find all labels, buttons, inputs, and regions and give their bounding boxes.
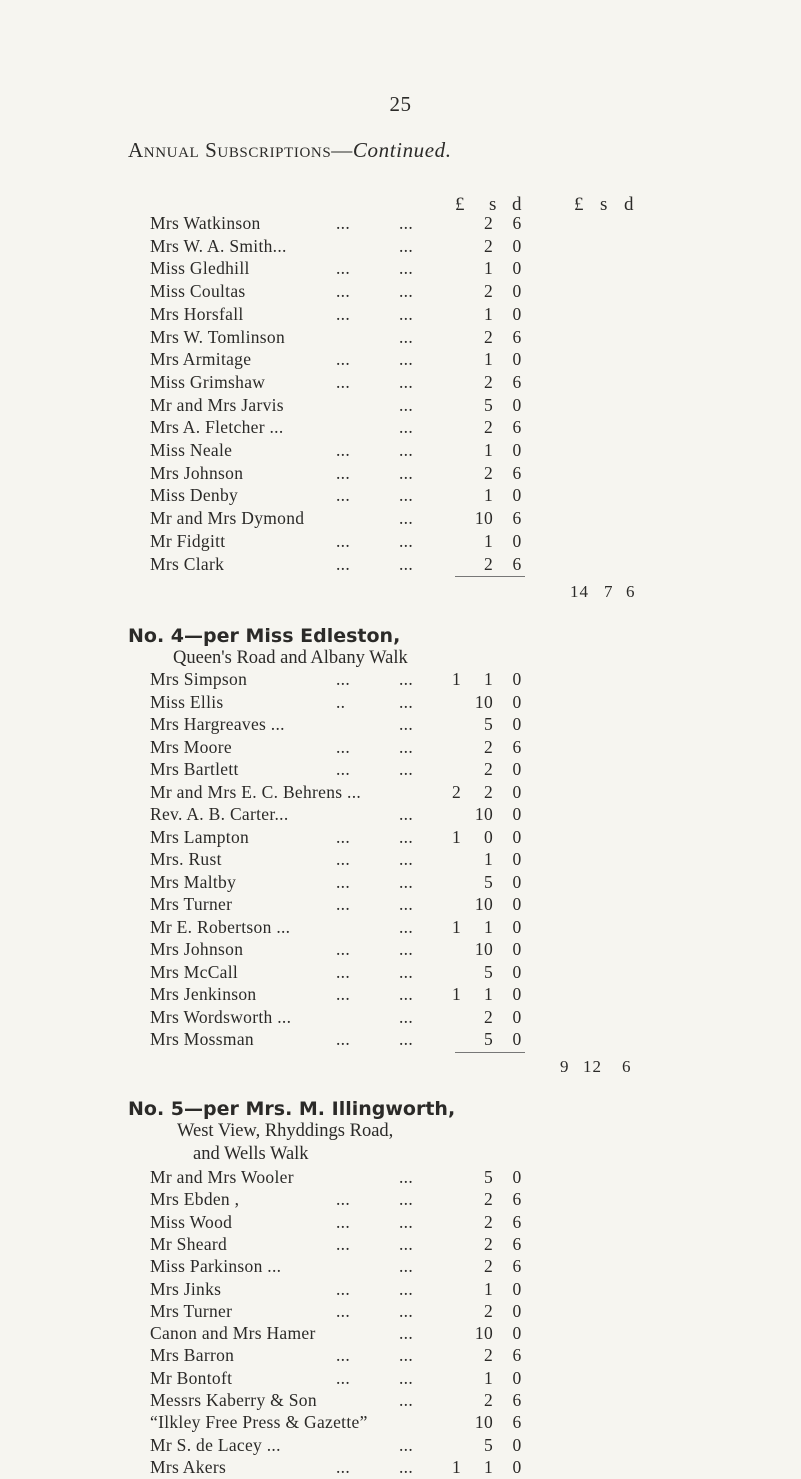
leader-dots: ... xyxy=(399,894,414,914)
amount-pence: 0 xyxy=(512,849,522,869)
amount-pence: 6 xyxy=(512,1189,522,1210)
leader-dots: ... xyxy=(336,871,351,892)
amount-pence: 0 xyxy=(512,894,522,914)
list-item xyxy=(0,827,801,849)
amount-shillings: 2 xyxy=(483,553,493,574)
amount-pence: 0 xyxy=(512,1167,522,1187)
amount-shillings: 10 xyxy=(474,804,493,824)
section2-total-pounds: 9 xyxy=(560,1057,570,1076)
leader-dots: ... xyxy=(336,939,351,959)
list-item xyxy=(0,1167,801,1189)
amount-shillings: 2 xyxy=(483,235,493,256)
list-item xyxy=(0,349,801,371)
subscriber-name: Miss Gledhill xyxy=(150,258,250,279)
amount-pence: 6 xyxy=(512,371,522,392)
subscriber-name: Mr and Mrs Dymond xyxy=(150,508,305,529)
amount-pence: 6 xyxy=(512,213,522,233)
subscriber-name: Mr S. de Lacey ... xyxy=(150,1434,281,1455)
leader-dots: ... xyxy=(399,1233,414,1254)
amount-shillings: 2 xyxy=(483,213,493,233)
list-item xyxy=(0,463,801,485)
amount-shillings: 2 xyxy=(483,1006,493,1027)
list-item xyxy=(0,417,801,439)
list-item xyxy=(0,508,801,530)
leader-dots: ... xyxy=(336,1300,351,1321)
leader-dots: ... xyxy=(399,485,414,506)
list-item xyxy=(0,1007,801,1029)
section2-sum-rule xyxy=(455,1052,525,1053)
subscriber-name: Mrs Moore xyxy=(150,736,232,757)
leader-dots: ... xyxy=(336,485,351,506)
list-item xyxy=(0,804,801,826)
leader-dots: ... xyxy=(399,1278,414,1299)
amount-shillings: 2 xyxy=(483,1233,493,1254)
list-item xyxy=(0,1212,801,1234)
subscriber-name: Mr Fidgitt xyxy=(150,530,226,551)
leader-dots: ... xyxy=(399,281,414,302)
leader-dots: ... xyxy=(399,258,414,279)
amount-pence: 0 xyxy=(512,691,522,712)
list-item xyxy=(0,1189,801,1211)
leader-dots: ... xyxy=(336,530,351,551)
leader-dots: ... xyxy=(399,349,414,370)
subscriber-name: Mrs Johnson xyxy=(150,939,244,959)
amount-pence: 0 xyxy=(512,1006,522,1027)
leader-dots: ... xyxy=(399,1390,414,1410)
subscriber-name: Mr Sheard xyxy=(150,1233,228,1254)
amount-pence: 6 xyxy=(512,1412,522,1433)
amount-pence: 0 xyxy=(512,984,522,1004)
section2-total-shillings: 12 xyxy=(583,1057,602,1076)
leader-dots: ... xyxy=(336,258,351,279)
subscriber-name: Mrs Turner xyxy=(150,894,233,914)
leader-dots: ... xyxy=(399,669,414,689)
leader-dots: ... xyxy=(399,1323,414,1344)
subscriber-name: Mrs Watkinson xyxy=(150,213,261,233)
amount-pence: 0 xyxy=(512,485,522,506)
list-item xyxy=(0,485,801,507)
leader-dots: ... xyxy=(336,736,351,757)
leader-dots: ... xyxy=(336,1029,351,1049)
amount-pence: 6 xyxy=(512,1345,522,1366)
col-header-inner-pounds: £ xyxy=(455,194,465,215)
section3-title: No. 5—per Mrs. M. Illingworth, xyxy=(128,1098,456,1120)
leader-dots: ... xyxy=(399,1456,414,1477)
leader-dots: ... xyxy=(336,894,351,914)
amount-shillings: 1 xyxy=(483,669,493,689)
subscriber-name: Mrs McCall xyxy=(150,961,239,982)
list-item xyxy=(0,1279,801,1301)
leader-dots: ... xyxy=(336,553,351,574)
leader-dots: ... xyxy=(336,1233,351,1254)
amount-shillings: 1 xyxy=(483,916,493,937)
amount-shillings: 1 xyxy=(483,303,493,324)
leader-dots: ... xyxy=(399,849,414,869)
amount-shillings: 0 xyxy=(483,826,493,847)
amount-pence: 0 xyxy=(512,530,522,551)
amount-pence: 0 xyxy=(512,1456,522,1477)
list-item xyxy=(0,962,801,984)
leader-dots: ... xyxy=(399,440,414,460)
amount-pence: 0 xyxy=(512,804,522,824)
leader-dots: ... xyxy=(399,530,414,551)
leader-dots: ... xyxy=(336,984,351,1004)
section1-sum-rule xyxy=(455,576,525,577)
list-item xyxy=(0,213,801,235)
amount-pence: 6 xyxy=(512,462,522,483)
leader-dots: ... xyxy=(399,1189,414,1210)
leader-dots: ... xyxy=(336,961,351,982)
subscriber-name: Mrs Armitage xyxy=(150,349,252,370)
amount-shillings: 2 xyxy=(483,736,493,757)
subscriber-name: Miss Grimshaw xyxy=(150,371,266,392)
amount-shillings: 5 xyxy=(483,1434,493,1455)
amount-pence: 0 xyxy=(512,669,522,689)
list-item xyxy=(0,759,801,781)
leader-dots: ... xyxy=(399,394,414,415)
leader-dots: ... xyxy=(336,440,351,460)
amount-shillings: 2 xyxy=(483,326,493,347)
amount-shillings: 2 xyxy=(483,417,493,438)
leader-dots: ... xyxy=(336,213,351,233)
list-item xyxy=(0,939,801,961)
amount-shillings: 5 xyxy=(483,961,493,982)
subscriber-name: Mrs A. Fletcher ... xyxy=(150,417,284,438)
subscriber-name: Miss Parkinson ... xyxy=(150,1256,282,1277)
amount-shillings: 1 xyxy=(483,1456,493,1477)
amount-pence: 0 xyxy=(512,1300,522,1321)
amount-pence: 0 xyxy=(512,1029,522,1049)
list-item xyxy=(0,1301,801,1323)
amount-pence: 0 xyxy=(512,1278,522,1299)
leader-dots: ... xyxy=(399,714,414,734)
list-item xyxy=(0,281,801,303)
subscriber-name: Mr and Mrs E. C. Behrens ... xyxy=(150,781,362,802)
subscriber-name: Mrs Mossman xyxy=(150,1029,254,1049)
subscriber-name: Mrs Bartlett xyxy=(150,759,239,779)
leader-dots: ... xyxy=(399,371,414,392)
amount-pence: 6 xyxy=(512,1233,522,1254)
list-item xyxy=(0,782,801,804)
leader-dots: ... xyxy=(399,1367,414,1388)
leader-dots: ... xyxy=(399,1300,414,1321)
subscriber-name: Mrs Turner xyxy=(150,1300,233,1321)
amount-pence: 0 xyxy=(512,1367,522,1388)
leader-dots: .. xyxy=(336,691,346,712)
leader-dots: ... xyxy=(336,303,351,324)
list-item xyxy=(0,692,801,714)
amount-shillings: 10 xyxy=(474,894,493,914)
amount-pounds: 1 xyxy=(451,916,461,937)
leader-dots: ... xyxy=(399,1211,414,1232)
subscriber-name: Mr and Mrs Jarvis xyxy=(150,394,284,415)
amount-pence: 0 xyxy=(512,235,522,256)
subscriber-name: Mr E. Robertson ... xyxy=(150,916,291,937)
amount-pence: 6 xyxy=(512,1256,522,1277)
amount-shillings: 10 xyxy=(474,1323,493,1344)
list-item xyxy=(0,1323,801,1345)
subscriber-name: Mrs Jinks xyxy=(150,1278,222,1299)
amount-shillings: 1 xyxy=(483,485,493,506)
amount-shillings: 1 xyxy=(483,440,493,460)
leader-dots: ... xyxy=(336,1278,351,1299)
leader-dots: ... xyxy=(399,326,414,347)
subscriber-name: Mr Bontoft xyxy=(150,1367,233,1388)
section-heading xyxy=(128,138,452,163)
amount-shillings: 2 xyxy=(483,462,493,483)
subscriber-name: Mrs W. Tomlinson xyxy=(150,326,286,347)
subscriber-name: Rev. A. B. Carter... xyxy=(150,804,289,824)
amount-pence: 0 xyxy=(512,826,522,847)
amount-pence: 0 xyxy=(512,1434,522,1455)
list-item xyxy=(0,531,801,553)
amount-pence: 0 xyxy=(512,303,522,324)
amount-shillings: 2 xyxy=(483,759,493,779)
amount-pence: 6 xyxy=(512,508,522,529)
subscriber-name: Mrs Wordsworth ... xyxy=(150,1006,292,1027)
leader-dots: ... xyxy=(336,669,351,689)
leader-dots: ... xyxy=(336,462,351,483)
list-item xyxy=(0,1234,801,1256)
subscriber-name: Mrs. Rust xyxy=(150,849,222,869)
amount-shillings: 2 xyxy=(483,1256,493,1277)
amount-shillings: 2 xyxy=(483,281,493,302)
col-header-inner-shillings: s xyxy=(489,194,497,215)
list-item xyxy=(0,372,801,394)
col-header-outer-pounds: £ xyxy=(574,194,584,215)
section2-total-pence: 6 xyxy=(622,1057,632,1076)
leader-dots: ... xyxy=(336,371,351,392)
leader-dots: ... xyxy=(399,736,414,757)
subscriber-name: Mrs Maltby xyxy=(150,871,237,892)
subscriber-name: Mrs Hargreaves ... xyxy=(150,714,285,734)
list-item xyxy=(0,737,801,759)
amount-shillings: 1 xyxy=(483,1278,493,1299)
list-item xyxy=(0,440,801,462)
page-number: 25 xyxy=(389,92,412,116)
amount-shillings: 2 xyxy=(483,1300,493,1321)
leader-dots: ... xyxy=(336,826,351,847)
amount-shillings: 1 xyxy=(483,258,493,279)
leader-dots: ... xyxy=(399,961,414,982)
leader-dots: ... xyxy=(336,1345,351,1366)
list-item xyxy=(0,669,801,691)
amount-shillings: 10 xyxy=(474,1412,493,1433)
amount-shillings: 2 xyxy=(483,1345,493,1366)
section1-total-pounds: 14 xyxy=(570,582,589,601)
list-item xyxy=(0,1368,801,1390)
list-item xyxy=(0,304,801,326)
section1-total-shillings: 7 xyxy=(604,582,614,601)
list-item xyxy=(0,872,801,894)
subscriber-name: Messrs Kaberry & Son xyxy=(150,1390,317,1410)
leader-dots: ... xyxy=(399,984,414,1004)
list-item xyxy=(0,984,801,1006)
list-item xyxy=(0,1457,801,1479)
leader-dots: ... xyxy=(399,804,414,824)
amount-pence: 0 xyxy=(512,759,522,779)
amount-pounds: 1 xyxy=(451,1456,461,1477)
subscriber-name: Miss Denby xyxy=(150,485,239,506)
list-item xyxy=(0,236,801,258)
list-item xyxy=(0,917,801,939)
amount-shillings: 5 xyxy=(483,714,493,734)
leader-dots: ... xyxy=(399,1029,414,1049)
leader-dots: ... xyxy=(399,1434,414,1455)
list-item xyxy=(0,714,801,736)
leader-dots: ... xyxy=(399,417,414,438)
amount-pence: 0 xyxy=(512,394,522,415)
amount-pence: 0 xyxy=(512,714,522,734)
section2-subtitle: Queen's Road and Albany Walk xyxy=(173,648,408,668)
section1-total-pence: 6 xyxy=(626,582,636,601)
subscriber-name: Mrs Simpson xyxy=(150,669,248,689)
list-item xyxy=(0,1412,801,1434)
leader-dots: ... xyxy=(399,553,414,574)
subscriber-name: Mrs Akers xyxy=(150,1456,227,1477)
amount-shillings: 1 xyxy=(483,849,493,869)
amount-shillings: 2 xyxy=(483,1390,493,1410)
leader-dots: ... xyxy=(399,759,414,779)
list-item xyxy=(0,554,801,576)
amount-shillings: 2 xyxy=(483,371,493,392)
leader-dots: ... xyxy=(399,1345,414,1366)
amount-pounds: 1 xyxy=(451,669,461,689)
leader-dots: ... xyxy=(399,1256,414,1277)
amount-pence: 0 xyxy=(512,440,522,460)
amount-pence: 6 xyxy=(512,1390,522,1410)
leader-dots: ... xyxy=(336,1211,351,1232)
leader-dots: ... xyxy=(399,213,414,233)
leader-dots: ... xyxy=(399,939,414,959)
amount-pounds: 2 xyxy=(451,781,461,802)
col-header-outer-pence: d xyxy=(624,194,634,215)
amount-shillings: 5 xyxy=(483,1167,493,1187)
subscriber-name: Miss Coultas xyxy=(150,281,246,302)
amount-shillings: 2 xyxy=(483,781,493,802)
heading-dash: — xyxy=(331,138,353,162)
subscriber-name: Mrs W. A. Smith... xyxy=(150,235,287,256)
subscriber-name: Mrs Clark xyxy=(150,553,225,574)
col-header-outer-shillings: s xyxy=(600,194,608,215)
leader-dots: ... xyxy=(399,508,414,529)
heading-continued: Continued. xyxy=(352,138,452,162)
leader-dots: ... xyxy=(399,871,414,892)
list-item xyxy=(0,395,801,417)
amount-pence: 6 xyxy=(512,553,522,574)
leader-dots: ... xyxy=(336,759,351,779)
amount-pounds: 1 xyxy=(451,826,461,847)
list-item xyxy=(0,1029,801,1051)
leader-dots: ... xyxy=(336,849,351,869)
amount-pence: 0 xyxy=(512,781,522,802)
leader-dots: ... xyxy=(336,281,351,302)
leader-dots: ... xyxy=(399,826,414,847)
amount-pence: 6 xyxy=(512,326,522,347)
list-item xyxy=(0,1435,801,1457)
subscriber-name: Miss Neale xyxy=(150,440,233,460)
leader-dots: ... xyxy=(336,1189,351,1210)
amount-pence: 6 xyxy=(512,417,522,438)
leader-dots: ... xyxy=(399,1006,414,1027)
subscriber-name: Miss Ellis xyxy=(150,691,224,712)
amount-pence: 0 xyxy=(512,961,522,982)
amount-pence: 0 xyxy=(512,916,522,937)
subscriber-name: Mrs Jenkinson xyxy=(150,984,257,1004)
leader-dots: ... xyxy=(399,462,414,483)
amount-shillings: 1 xyxy=(483,984,493,1004)
amount-pence: 0 xyxy=(512,349,522,370)
amount-pence: 0 xyxy=(512,1323,522,1344)
subscriber-name: Mrs Barron xyxy=(150,1345,235,1366)
list-item xyxy=(0,1390,801,1412)
leader-dots: ... xyxy=(399,235,414,256)
amount-pence: 6 xyxy=(512,1211,522,1232)
amount-pence: 0 xyxy=(512,939,522,959)
amount-shillings: 5 xyxy=(483,1029,493,1049)
section3-subtitle-line2: and Wells Walk xyxy=(193,1144,309,1164)
amount-shillings: 2 xyxy=(483,1189,493,1210)
amount-shillings: 5 xyxy=(483,394,493,415)
col-header-inner-pence: d xyxy=(512,194,522,215)
amount-shillings: 5 xyxy=(483,871,493,892)
amount-pounds: 1 xyxy=(451,984,461,1004)
list-item xyxy=(0,849,801,871)
leader-dots: ... xyxy=(336,349,351,370)
subscriber-name: Mr and Mrs Wooler xyxy=(150,1167,294,1187)
amount-shillings: 10 xyxy=(474,508,493,529)
list-item xyxy=(0,1256,801,1278)
heading-main: Annual Subscriptions xyxy=(128,138,332,162)
amount-pence: 0 xyxy=(512,258,522,279)
amount-pence: 0 xyxy=(512,281,522,302)
subscriber-name: Miss Wood xyxy=(150,1211,233,1232)
subscriber-name: Mrs Horsfall xyxy=(150,303,244,324)
list-item xyxy=(0,1345,801,1367)
subscriber-name: Mrs Ebden , xyxy=(150,1189,240,1210)
amount-pence: 0 xyxy=(512,871,522,892)
section3-subtitle-line1: West View, Rhyddings Road, xyxy=(177,1121,394,1141)
list-item xyxy=(0,894,801,916)
list-item xyxy=(0,258,801,280)
subscriber-name: Mrs Johnson xyxy=(150,462,244,483)
amount-shillings: 10 xyxy=(474,691,493,712)
leader-dots: ... xyxy=(399,1167,414,1187)
section2-title: No. 4—per Miss Edleston, xyxy=(128,625,401,647)
amount-shillings: 1 xyxy=(483,1367,493,1388)
subscriber-name: Mrs Lampton xyxy=(150,826,250,847)
amount-shillings: 10 xyxy=(474,939,493,959)
subscriber-name: “Ilkley Free Press & Gazette” xyxy=(150,1412,368,1433)
list-item xyxy=(0,327,801,349)
leader-dots: ... xyxy=(336,1367,351,1388)
amount-shillings: 1 xyxy=(483,530,493,551)
amount-shillings: 2 xyxy=(483,1211,493,1232)
leader-dots: ... xyxy=(399,916,414,937)
leader-dots: ... xyxy=(336,1456,351,1477)
leader-dots: ... xyxy=(399,691,414,712)
amount-shillings: 1 xyxy=(483,349,493,370)
leader-dots: ... xyxy=(399,303,414,324)
amount-pence: 6 xyxy=(512,736,522,757)
subscriber-name: Canon and Mrs Hamer xyxy=(150,1323,316,1344)
